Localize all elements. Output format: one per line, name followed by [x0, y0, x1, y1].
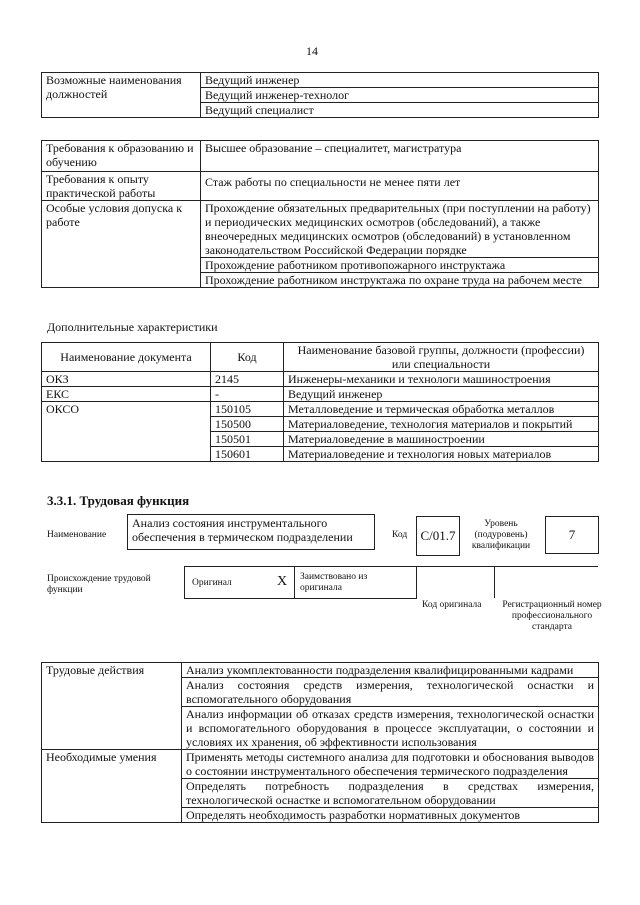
borrowed-label: Заимствовано из оригинала	[300, 572, 368, 593]
condition-value: Прохождение работником инструктажа по охране труда на рабочем месте	[201, 273, 599, 288]
page-number: 14	[306, 44, 318, 58]
skill-item: Применять методы системного анализа для подготовки и обоснования выводов о состоянии инструментального обеспечения термического подразделения	[182, 750, 599, 779]
positions-label: Возможные наименования должностей	[42, 73, 201, 118]
conditions-label: Особые условия допуска к работе	[42, 201, 201, 288]
position-value: Ведущий инженер-технолог	[201, 88, 599, 103]
code-cell: 150500	[211, 417, 284, 432]
code-cell: 150105	[211, 402, 284, 417]
reg-number-cell	[494, 566, 599, 598]
table-row	[42, 387, 599, 402]
function-code-box: С/01.7	[416, 516, 460, 556]
code-cell: -	[211, 387, 284, 402]
additional-table	[41, 342, 599, 462]
action-item: Анализ укомплектованности подразделения квалифицированными кадрами	[182, 663, 599, 678]
origin-label: Происхождение трудовой функции	[47, 574, 151, 595]
code-cell: 150601	[211, 447, 284, 462]
header-name: Наименование базовой группы, должности (профессии) или специальности	[284, 343, 599, 372]
function-heading: 3.3.1. Трудовая функция	[47, 493, 190, 508]
function-name-box: Анализ состояния инструментального обеспечения в термическом подразделении	[127, 514, 375, 550]
action-item: Анализ информации об отказах средств измерения, технологической оснастки и вспомогательного оборудования в процессе эксплуатации, о состоянии и условиях их хранения, об эффективности использования	[182, 707, 599, 750]
original-label: Оригинал	[192, 578, 232, 588]
condition-value: Прохождение работником противопожарного инструктажа	[201, 258, 599, 273]
level-box: 7	[545, 516, 599, 554]
condition-value: Прохождение обязательных предварительных (при поступлении на работу) и периодических медицинских осмотров (обследований), а также внеочередных медицинских осмотров (обследований) в установленном законодательством Российской Федерации порядке	[201, 201, 599, 258]
level-label: Уровень (подуровень) квалификации	[471, 519, 531, 551]
name-cell: Металловедение и термическая обработка металлов	[284, 402, 599, 417]
name-cell: Материаловедение, технология материалов и покрытий	[284, 417, 599, 432]
doc-cell: ОКЗ	[42, 372, 211, 387]
position-value: Ведущий инженер	[201, 73, 599, 88]
header-code: Код	[211, 343, 284, 372]
code-cell: 150501	[211, 432, 284, 447]
additional-title: Дополнительные характеристики	[47, 320, 218, 334]
header-doc: Наименование документа	[42, 343, 211, 372]
original-mark: X	[277, 574, 288, 589]
reg-number-label: Регистрационный номер профессионального стандарта	[502, 600, 602, 632]
code-original-label: Код оригинала	[422, 600, 482, 610]
skill-item: Определять потребность подразделения в средствах измерения, технологической оснастке и вспомогательном оборудовании	[182, 779, 599, 808]
code-label: Код	[392, 530, 408, 540]
skill-item: Определять необходимость разработки нормативных документов	[182, 808, 599, 823]
skills-label: Необходимые умения	[42, 750, 182, 823]
positions-table	[41, 72, 599, 118]
table-row	[42, 402, 599, 417]
action-item: Анализ состояния средств измерения, технологической оснастки и вспомогательного оборудования	[182, 678, 599, 707]
name-label: Наименование	[47, 530, 107, 540]
experience-label: Требования к опыту практической работы	[42, 172, 201, 201]
requirements-table	[41, 140, 599, 288]
code-original-cell	[416, 566, 495, 598]
code-cell: 2145	[211, 372, 284, 387]
name-cell: Материаловедение и технология новых материалов	[284, 447, 599, 462]
actions-label: Трудовые действия	[42, 663, 182, 750]
name-cell: Ведущий инженер	[284, 387, 599, 402]
doc-cell: ЕКС	[42, 387, 211, 402]
actions-table	[41, 662, 599, 823]
table-row	[42, 372, 599, 387]
education-value: Высшее образование – специалитет, магистратура	[201, 141, 599, 172]
doc-cell: ОКСО	[42, 402, 211, 462]
name-cell: Инженеры-механики и технологи машиностроения	[284, 372, 599, 387]
position-value: Ведущий специалист	[201, 103, 599, 118]
experience-value: Стаж работы по специальности не менее пяти лет	[201, 172, 599, 201]
name-cell: Материаловедение в машиностроении	[284, 432, 599, 447]
education-label: Требования к образованию и обучению	[42, 141, 201, 172]
